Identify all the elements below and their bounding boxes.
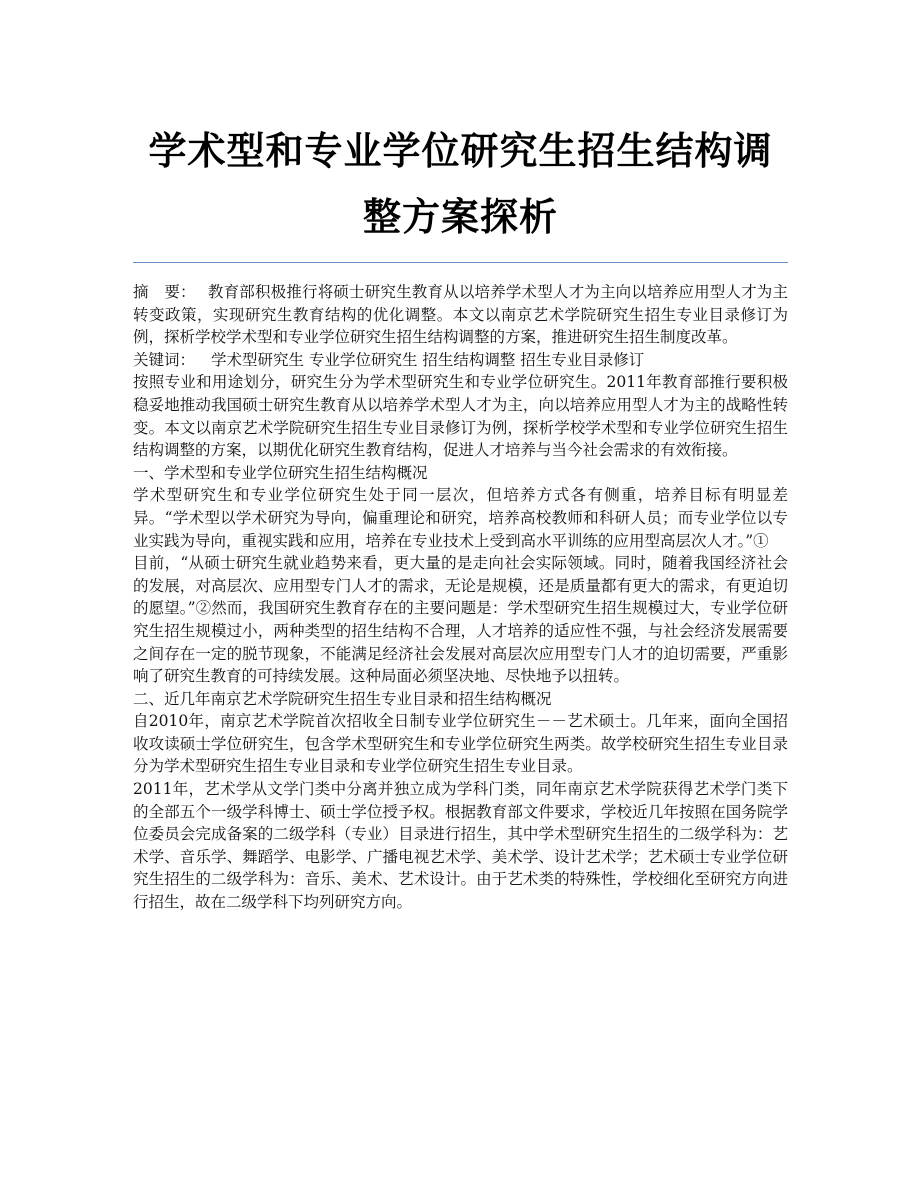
keywords-label: 关键词： [133, 350, 196, 369]
section-heading: 二、近几年南京艺术学院研究生招生专业目录和招生结构概况 [133, 689, 552, 708]
document-page [133, 118, 788, 914]
abstract [133, 281, 788, 349]
abstract-label: 摘 要： [133, 283, 196, 301]
paragraph: 自2010年，南京艺术学院首次招收全日制专业学位研究生－－艺术硕士。几年来，面向全国招收攻读硕士学位研究生，包含学术型研究生和专业学位研究生两类。故学校研究生招生专业目录分为学术型研究生招生专业目录和专业学位研究生招生专业目录。 [133, 712, 788, 776]
document-title [133, 118, 788, 250]
paragraph: 学术型研究生和专业学位研究生处于同一层次，但培养方式各有侧重，培养目标有明显差异。“学术型以学术研究为导向，偏重理论和研究，培养高校教师和科研人员；而专业学位以专业实践为导向，重视实践和应用，培养在专业技术上受到高水平训练的应用型高层次人才。”① [133, 486, 788, 550]
document-body [133, 281, 788, 914]
keywords [133, 349, 788, 372]
paragraph: 2011年，艺术学从文学门类中分离并独立成为学科门类，同年南京艺术学院获得艺术学门类下的全部五个一级学科博士、硕士学位授予权。根据教育部文件要求，学校近几年按照在国务院学位委员会完成备案的二级学科（专业）目录进行招生，其中学术型研究生招生的二级学科为：艺术学、音乐学、舞蹈学、电影学、广播电视艺术学、美术学、设计艺术学；艺术硕士专业学位研究生招生的二级学科为：音乐、美术、艺术设计。由于艺术类的特殊性，学校细化至研究方向进行招生，故在二级学科下均列研究方向。 [133, 780, 788, 912]
title-line-1: 学术型和专业学位研究生招生结构调 [148, 129, 773, 173]
title-line-2: 整方案探析 [362, 195, 558, 239]
paragraph: 目前，“从硕士研究生就业趋势来看，更大量的是走向社会实际领域。同时，随着我国经济社会的发展，对高层次、应用型专门人才的需求，无论是规模，还是质量都有更大的需求，有更迫切的愿望。”②然而，我国研究生教育存在的主要问题是：学术型研究生招生规模过大，专业学位研究生招生规模过小，两种类型的招生结构不合理，人才培养的适应性不强，与社会经济发展需要之间存在一定的脱节现象，不能满足经济社会发展对高层次应用型专门人才的迫切需要，严重影响了研究生教育的可持续发展。这种局面必须坚决地、尽快地予以扭转。 [133, 554, 788, 686]
keywords-text: 学术型研究生 专业学位研究生 招生结构调整 招生专业目录修订 [211, 350, 645, 369]
paragraph: 按照专业和用途划分，研究生分为学术型研究生和专业学位研究生。2011年教育部推行要积极稳妥地推动我国硕士研究生教育从以培养学术型人才为主，向以培养应用型人才为主的战略性转变。本文以南京艺术学院研究生招生专业目录修订为例，探析学校学术型和专业学位研究生招生结构调整的方案，以期优化研究生教育结构，促进人才培养与当今社会需求的有效衔接。 [133, 373, 788, 460]
abstract-text: 教育部积极推行将硕士研究生教育从以培养学术型人才为主向以培养应用型人才为主转变政策，实现研究生教育结构的优化调整。本文以南京艺术学院研究生招生专业目录修订为例，探析学校学术型和专业学位研究生招生结构调整的方案，推进研究生招生制度改革。 [133, 283, 788, 347]
title-divider [133, 262, 788, 263]
section-heading: 一、学术型和专业学位研究生招生结构概况 [133, 463, 428, 482]
